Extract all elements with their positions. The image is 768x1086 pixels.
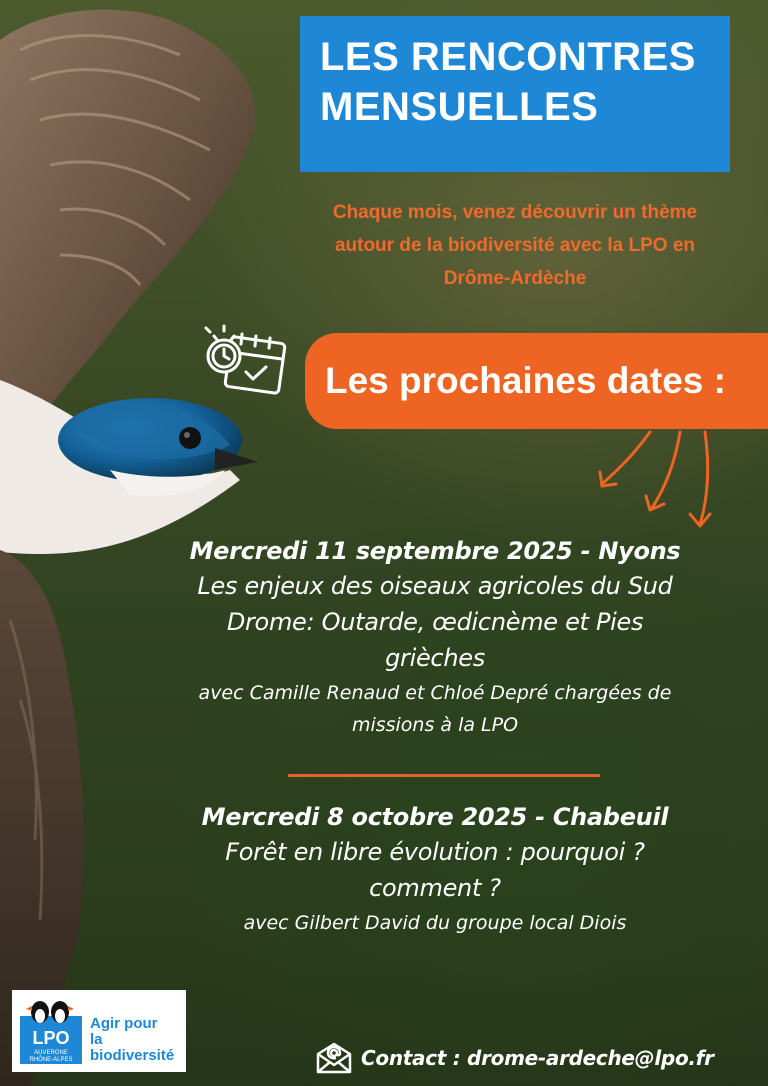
calendar-clock-icon [200,322,292,398]
event-2-desc-1: Forêt en libre évolution : pourquoi ? [225,838,645,866]
event-1 [120,534,750,740]
lpo-tagline-2: la biodiversité [90,1031,175,1064]
event-1-desc-2: Drome: Outarde, œdicnème et Pies [226,608,644,636]
arrow-down-icon [590,428,720,534]
event-1-speakers-2: missions à la LPO [351,714,519,736]
intro-line-2: autour de la biodiversité avec la LPO en [334,235,696,256]
intro-line-3: Drôme-Ardèche [443,268,587,289]
envelope-icon [315,1042,353,1074]
event-1-speakers-1: avec Camille Renaud et Chloé Depré chargées de [198,682,672,704]
contact-email[interactable]: Contact : drome-ardeche@lpo.fr [361,1046,714,1070]
intro-text [282,196,748,295]
lpo-acronym: LPO [32,1028,70,1048]
intro-line-1: Chaque mois, venez découvrir un thème [332,202,698,223]
lpo-region-2: RHÔNE-ALPES [29,1057,73,1063]
event-2-desc-2: comment ? [369,874,501,902]
lpo-badge-icon [20,998,82,1064]
title-line-2: MENSUELLES [320,85,599,129]
event-1-desc-3: grièches [385,644,485,672]
divider [288,774,600,777]
upcoming-dates-label: Les prochaines dates : [325,360,726,401]
upcoming-dates-banner [305,333,768,429]
contact [315,1038,755,1078]
lpo-region-1: AUVERGNE [34,1050,68,1056]
event-1-desc-1: Les enjeux des oiseaux agricoles du Sud [197,572,673,600]
title-box [300,16,730,172]
event-2-title: Mercredi 8 octobre 2025 - Chabeuil [201,803,669,831]
event-2 [120,800,750,938]
lpo-tagline-1: Agir pour [90,1015,158,1032]
event-1-title: Mercredi 11 septembre 2025 - Nyons [189,537,681,565]
event-2-speakers-1: avec Gilbert David du groupe local Diois [243,912,627,934]
title-line-1: LES RENCONTRES [320,35,696,79]
lpo-tagline [90,1016,186,1064]
lpo-logo [12,990,186,1072]
